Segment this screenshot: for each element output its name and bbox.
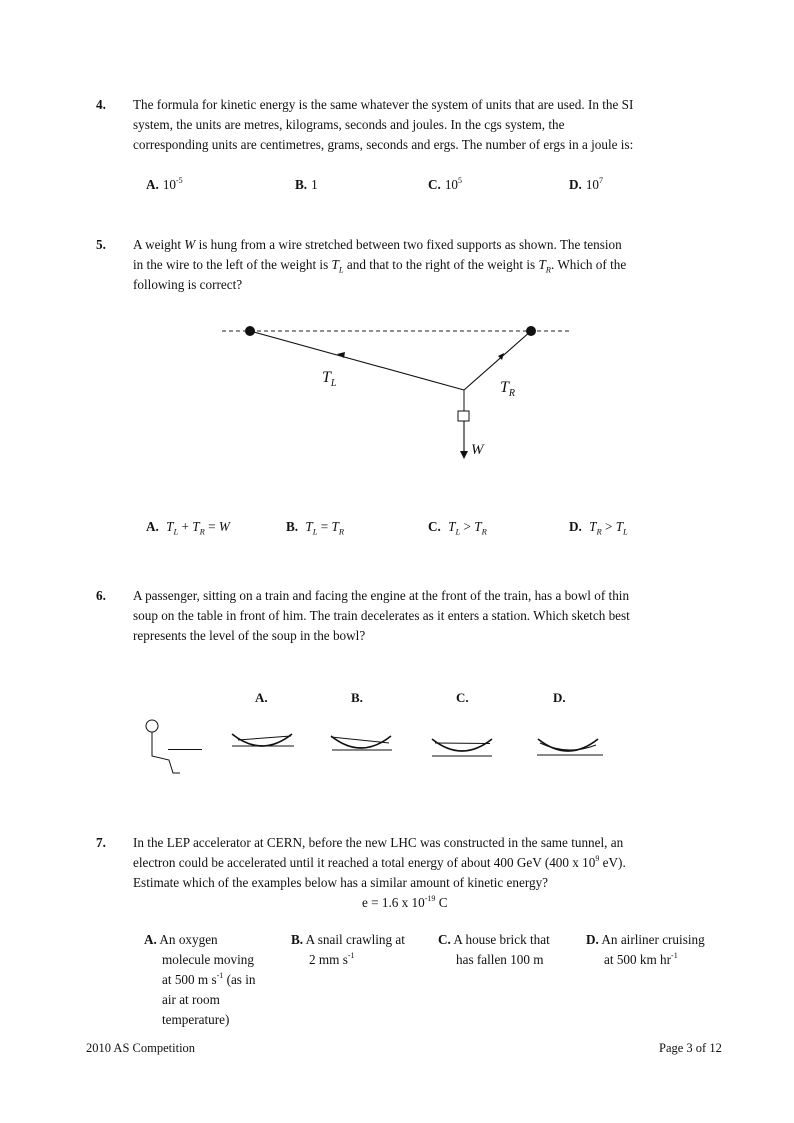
option-a-label[interactable]: A. [255, 690, 268, 705]
label-tl: $T_L$ [322, 369, 337, 390]
option-d[interactable]: D. $T_R > T_L$ [569, 519, 628, 537]
option-c[interactable]: C. A house brick that has fallen 100 m [438, 932, 550, 967]
option-b[interactable]: B. $T_L = T_R$ [286, 519, 345, 537]
text-line: Estimate which of the examples below has a similar amount of kinetic energy? [133, 875, 549, 890]
option-a[interactable]: A. $10^{-5}$ [146, 175, 183, 192]
text-line: electron could be accelerated until it reached a total energy of about 400 GeV (400 x $10^9$ eV). [133, 853, 626, 870]
text-line: represents the level of the soup in the bowl? [133, 628, 366, 643]
text-line: A weight W is hung from a wire stretched between two fixed supports as shown. The tension [133, 237, 622, 252]
text-line: In the LEP accelerator at CERN, before the new LHC was constructed in the same tunnel, an [133, 835, 624, 850]
bowl-c-icon [432, 739, 492, 756]
bowl-a-icon [232, 734, 294, 746]
text-line: following is correct? [133, 277, 243, 292]
electron-charge-constant: e = 1.6 x $10^{-19}$ C [362, 893, 448, 910]
text-line: The formula for kinetic energy is the same whatever the system of units that are used. In the SI [133, 97, 634, 112]
option-d[interactable]: D. $10^7$ [569, 175, 604, 192]
option-c-label[interactable]: C. [456, 690, 469, 705]
question-number: 6. [96, 588, 106, 603]
text-line: corresponding units are centimetres, grams, seconds and ergs. The number of ergs in a joule is: [133, 137, 634, 152]
footer-page-number: Page 3 of 12 [659, 1041, 722, 1055]
option-b-label[interactable]: B. [351, 690, 363, 705]
text-line: A passenger, sitting on a train and facing the engine at the front of the train, has a bowl of thin [133, 588, 630, 603]
option-d-label[interactable]: D. [553, 690, 566, 705]
label-tr: $T_R$ [500, 379, 516, 400]
bowl-b-icon [331, 736, 392, 750]
text-line: system, the units are metres, kilograms, seconds and joules. In the cgs system, the [133, 117, 565, 132]
option-d[interactable]: D. An airliner cruising at 500 km $hr^{-1}$ [586, 932, 705, 967]
seated-passenger-icon [146, 720, 202, 773]
question-number: 5. [96, 237, 106, 252]
text-line: soup on the table in front of him. The train decelerates as it enters a station. Which sketch best [133, 608, 630, 623]
option-a[interactable]: A. An oxygen molecule moving at 500 m $s^{-1}$ (as in air at room temperature) [144, 932, 256, 1027]
bowl-d-icon [537, 739, 603, 755]
option-c[interactable]: C. $10^5$ [428, 175, 463, 192]
option-b[interactable]: B. 1 [295, 177, 318, 192]
question-text [133, 833, 708, 913]
option-c[interactable]: C. $T_L > T_R$ [428, 519, 487, 537]
label-w: W [471, 442, 484, 458]
option-b[interactable]: B. A snail crawling at 2 mm $s^{-1}$ [291, 932, 405, 967]
question-number: 7. [96, 835, 106, 850]
question-number: 4. [96, 97, 106, 112]
option-a[interactable]: A. $T_L + T_R = W$ [146, 519, 230, 537]
footer-competition: 2010 AS Competition [86, 1041, 196, 1055]
text-line: in the wire to the left of the weight is $T_L$ and that to the right of the weight is $T_R$. Which of the [133, 257, 627, 275]
